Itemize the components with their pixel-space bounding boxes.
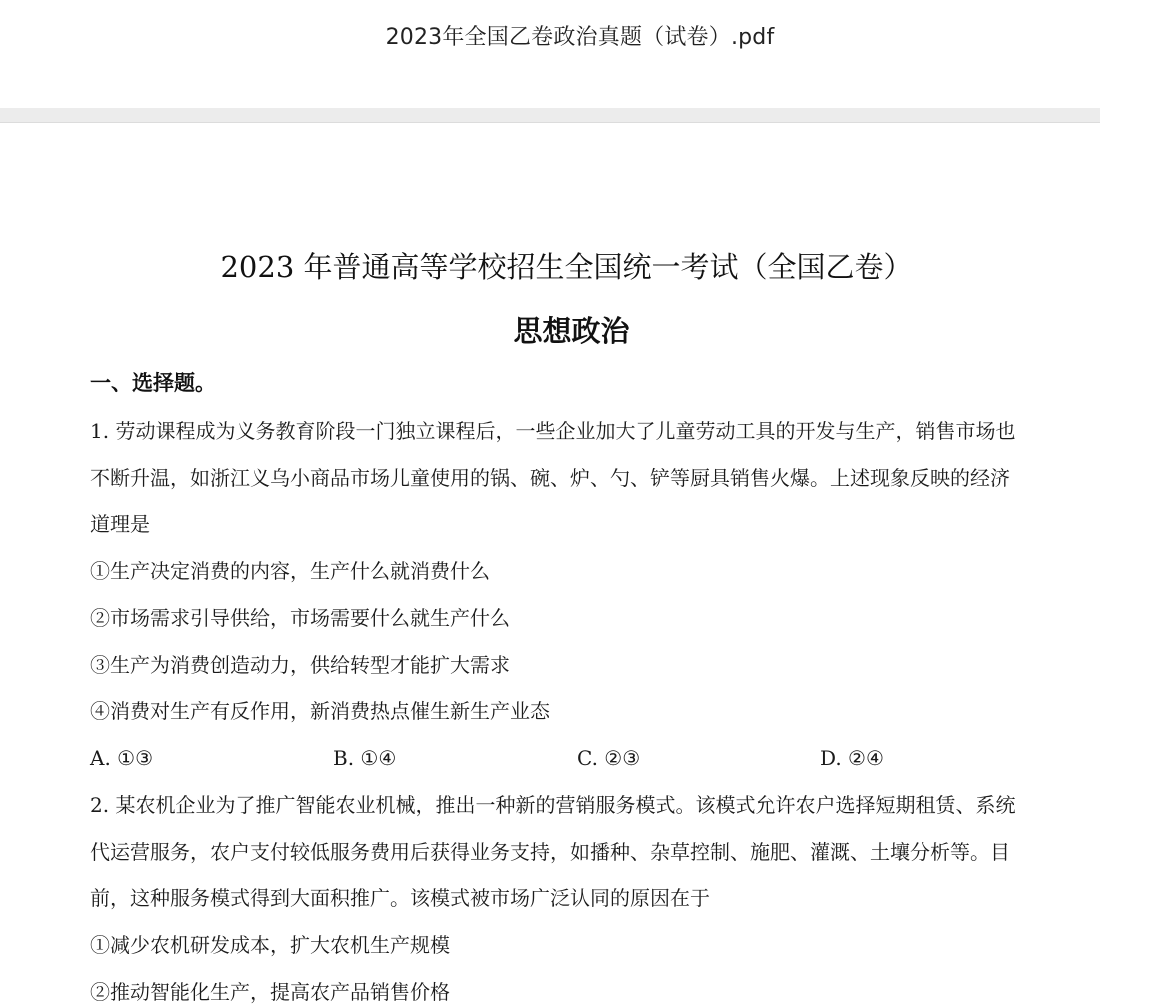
question-1-line-2: 不断升温，如浙江义乌小商品市场儿童使用的锅、碗、炉、勺、铲等厨具销售火爆。上述现象反映的经济 xyxy=(90,466,1010,490)
question-1-item-4: ④消费对生产有反作用，新消费热点催生新生产业态 xyxy=(90,699,550,723)
question-1-line-3: 道理是 xyxy=(90,512,150,536)
question-1-item-2: ②市场需求引导供给，市场需要什么就生产什么 xyxy=(90,606,510,630)
exam-subject: 思想政治 xyxy=(513,314,630,348)
question-1-option-b: B. ①④ xyxy=(333,746,397,770)
question-1-option-d: D. ②④ xyxy=(820,746,884,770)
viewer-header xyxy=(0,0,1100,108)
question-2-line-3: 前，这种服务模式得到大面积推广。该模式被市场广泛认同的原因在于 xyxy=(90,886,710,910)
question-1-item-3: ③生产为消费创造动力，供给转型才能扩大需求 xyxy=(90,653,510,677)
file-title: 2023年全国乙卷政治真题（试卷）.pdf xyxy=(385,25,775,50)
pdf-page[interactable] xyxy=(0,123,1100,1004)
question-2-line-2: 代运营服务，农户支付较低服务费用后获得业务支持，如播种、杂草控制、施肥、灌溉、土壤分析等。目 xyxy=(90,840,1010,864)
question-2-item-1: ①减少农机研发成本，扩大农机生产规模 xyxy=(90,933,450,957)
question-1-line-1: 1. 劳动课程成为义务教育阶段一门独立课程后，一些企业加大了儿童劳动工具的开发与生产，销售市场也 xyxy=(90,419,1016,443)
section-heading: 一、选择题。 xyxy=(90,370,216,395)
question-2-item-2: ②推动智能化生产，提高农产品销售价格 xyxy=(90,980,450,1004)
exam-title: 2023 年普通高等学校招生全国统一考试（全国乙卷） xyxy=(220,250,913,284)
question-2-line-1: 2. 某农机企业为了推广智能农业机械，推出一种新的营销服务模式。该模式允许农户选择短期租赁、系统 xyxy=(90,793,1016,817)
page-gutter xyxy=(0,108,1100,123)
question-1-option-a: A. ①③ xyxy=(90,746,154,770)
question-1-option-c: C. ②③ xyxy=(577,746,641,770)
question-1-item-1: ①生产决定消费的内容，生产什么就消费什么 xyxy=(90,559,490,583)
